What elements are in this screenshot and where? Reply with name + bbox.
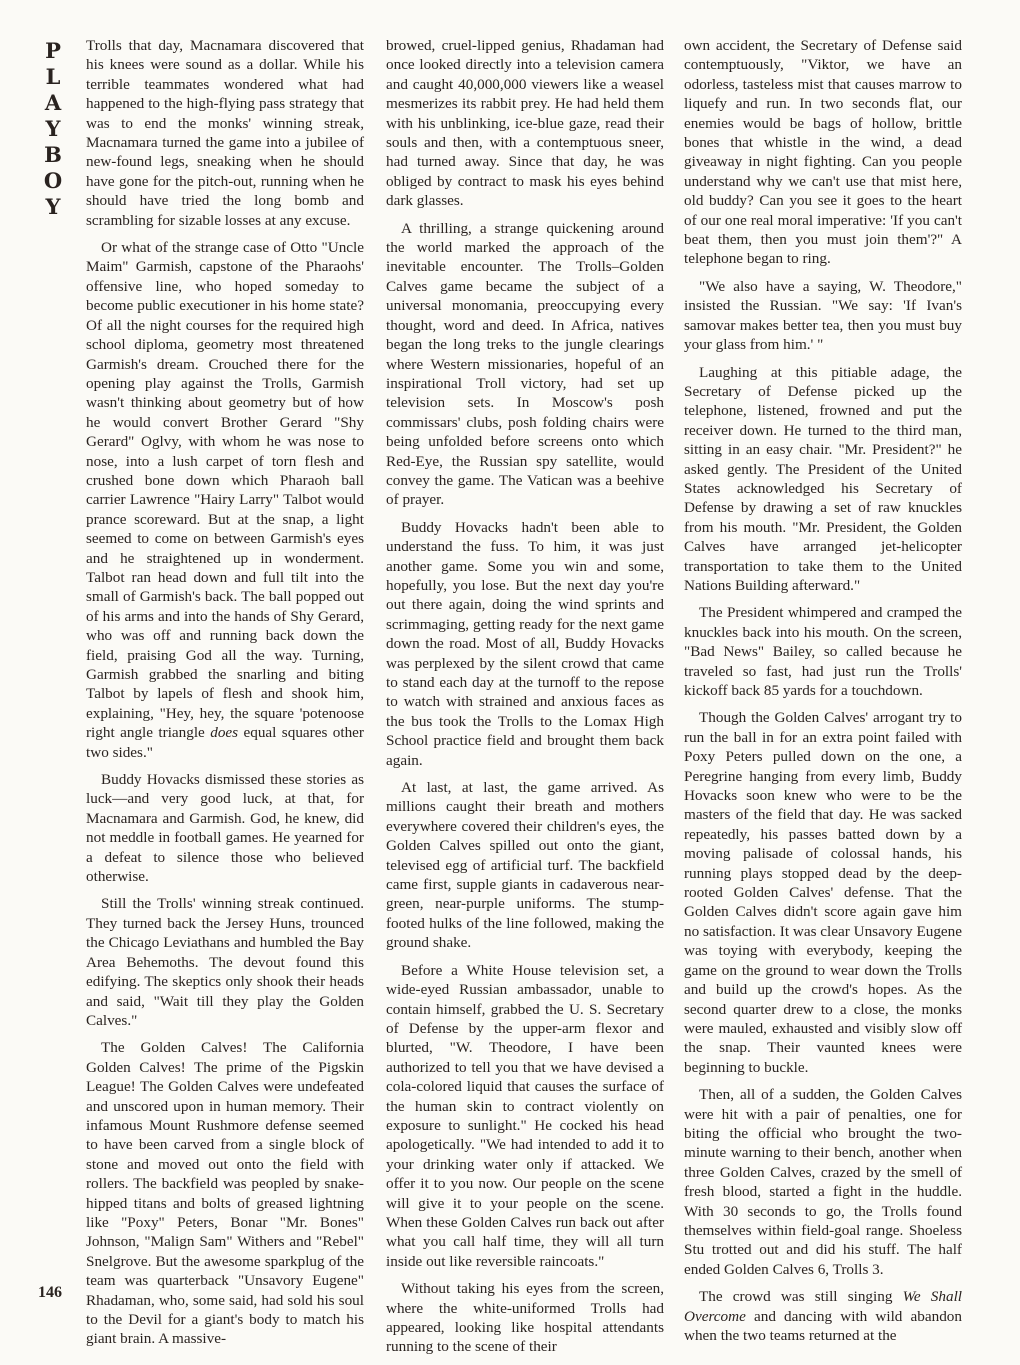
paragraph: The crowd was still singing We Shall Overcome and dancing with wild abandon when the two teams returned at the bbox=[684, 1288, 963, 1344]
magazine-letter: B bbox=[44, 142, 62, 167]
page-number: 146 bbox=[38, 1284, 62, 1301]
paragraph: "We also have a saying, W. Theodore," insisted the Russian. "We say: 'If Ivan's samovar makes better tea, then you must buy your glass from him.' " bbox=[684, 277, 962, 354]
italic-phrase: does bbox=[210, 724, 239, 742]
magazine-letter: Y bbox=[45, 194, 61, 219]
paragraph: Buddy Hovacks dismissed these stories as luck—and very good luck, at that, for Macnamara and Garmish. God, he knew, did not meddle in football games. He yearned for a defeat to silence those who believed otherwise. bbox=[86, 771, 364, 886]
paragraph: own accident, the Secretary of Defense said contemptuously, "Viktor, we have an odorless, tasteless mist that causes marrow to liquefy and run. In two seconds flat, our enemies would be bags of hollow, brittle bones that whistle in the wind, a dead giveaway in night fighting. Can you people understand why we can't use that mist here, old buddy? Can you see it goes to the heart of our one real moral imperative: 'If you can't beat them, then you must join them'?" A telephone began to ring. bbox=[684, 37, 962, 268]
paragraph: Then, all of a sudden, the Golden Calves were hit with a pair of penalties, one for biting the official who brought the two-minute warning to their bench, another when three Golden Calves, crazed by the smell of fresh blood, started a fight in the huddle. With 30 seconds to go, the Trolls found themselves within field-goal range. Shoeless Stu trotted out and did his stuff. The half ended Golden Calves 6, Trolls 3. bbox=[684, 1086, 962, 1278]
paragraph: Trolls that day, Macnamara discovered that his knees were sound as a dollar. While his terrible teammates wondered what had happened to the high-flying pass strategy that was to end the monks' winning streak, Macnamara turned the game into a jubilee of new-found legs, sneaking when he should have gone for the pitch-out, running when he should have tried the long bomb and scrambling for sizable losses at any excuse. bbox=[86, 37, 364, 229]
paragraph: browed, cruel-lipped genius, Rhadaman had once looked directly into a television camera and caught 40,000,000 viewers like a weasel mesmerizes its rabbit prey. He had held them with his unblinking, ice-blue gaze, read their souls and then, with a contemptuous sneer, had turned away. Since that day, he was obliged by contract to mask his eyes behind dark glasses. bbox=[386, 37, 664, 210]
text-column-2 bbox=[386, 36, 664, 1365]
magazine-letter: L bbox=[45, 64, 61, 89]
magazine-letter: O bbox=[43, 168, 63, 193]
paragraph: Still the Trolls' winning streak continued. They turned back the Jersey Huns, trounced the Chicago Leviathans and humbled the Bay Area Behemoths. The devout found this edifying. The skeptics only shook their heads and said, "Wait till they play the Golden Calves." bbox=[86, 895, 364, 1029]
paragraph: Buddy Hovacks hadn't been able to understand the fuss. To him, it was just another game. Some you win and some, hopefully, you lose. But the next day you're out there again, doing the wind sprints and scrimmaging, getting ready for the next game down the road. Most of all, Buddy Hovacks was perplexed by the silent crowd that came to stand each day at the turnoff to the repose to watch with strained and anxious faces as the bus took the Trolls to the Lomax High School practice field and brought them back again. bbox=[386, 518, 664, 769]
magazine-letter: A bbox=[44, 90, 62, 115]
paragraph: The President whimpered and cramped the knuckles back into his mouth. On the screen, "Bad News" Bailey, so called because he traveled so fast, had just run the Trolls' kickoff back 85 yards for a touchdown. bbox=[684, 604, 962, 699]
paragraph: Though the Golden Calves' arrogant try to run the ball in for an extra point failed with Poxy Peters pulled down on the one, a Peregrine hanging from every limb, Buddy Hovacks soon knew who were to be the masters of the field that day. He was sacked repeatedly, his passes batted down by a moving palisade of colossal hands, his running plays stopped dead by the deep-rooted Golden Calves' defense. That the Golden Calves didn't score again gave him no satisfaction. It was clear Unsavory Eugene was toying with everybody, keeping the game on the ground to wear down the Trolls and build up the crowd's hopes. As the second quarter drew to a close, the monks were mauled, exhausted and visibly slow off the snap. Their vaunted knees were beginning to buckle. bbox=[684, 709, 962, 1076]
paragraph: Without taking his eyes from the screen, where the white-uniformed Trolls had appeared, looking like hospital attendants running to the scene of their bbox=[386, 1280, 664, 1356]
text-column-3 bbox=[684, 36, 962, 1353]
italic-phrase: We Shall Overcome bbox=[684, 1288, 963, 1325]
magazine-letter: Y bbox=[45, 116, 61, 141]
paragraph: At last, at last, the game arrived. As millions caught their breath and mothers everywhere covered their children's eyes, the Golden Calves spilled out onto the giant, televised egg of artificial turf. The backfield came first, supple giants in cadaverous near-green, near-purple uniforms. The stump-footed hulks of the line followed, making the ground shake. bbox=[386, 779, 664, 952]
magazine-letter: P bbox=[45, 38, 61, 63]
magazine-name-vertical bbox=[36, 38, 70, 220]
paragraph: The Golden Calves! The California Golden Calves! The prime of the Pigskin League! The Golden Calves were undefeated and unscored upon in human memory. Their infamous Mount Rushmore defense seemed to have been carved from a single block of stone and moved out onto the field with rollers. The backfield was peopled by snake-hipped titans and bolts of greased lightning like "Poxy" Peters, Bonar "Mr. Bones" Johnson, "Malign Sam" Withers and "Rebel" Snelgrove. But the awesome sparkplug of the team was quarterback "Unsavory Eugene" Rhadaman, who, some said, had sold his soul to the Devil for a giant's body to match his giant brain. A massive- bbox=[86, 1039, 364, 1348]
paragraph: Laughing at this pitiable adage, the Secretary of Defense picked up the telephone, listened, frowned and put the receiver down. He turned to the third man, sitting in an easy chair. "Mr. President?" he asked gently. The President of the United States acknowledged his Secretary of Defense by drawing a set of raw knuckles from his mouth. "Mr. President, the Golden Calves have arranged jet-helicopter transportation to take them to the United Nations Building afterward." bbox=[684, 363, 962, 594]
paragraph: A thrilling, a strange quickening around the world marked the approach of the inevitable encounter. The Trolls–Golden Calves game became the subject of a universal monomania, preoccupying every thought, word and deed. In Africa, natives began the long treks to the jungle clearings where Western missionaries, hopeful of an inspirational Troll victory, had set up television sets. In Moscow's posh commissars' clubs, posh folding chairs were being unfolded before screens onto which Red-Eye, the Russian spy satellite, would convey the game. The Vatican was a beehive of prayer. bbox=[386, 219, 664, 509]
paragraph: Or what of the strange case of Otto "Uncle Maim" Garmish, capstone of the Pharaohs' offensive line, who hoped someday to become public executioner in his home state? Of all the night courses for the required high school diploma, geometry most threatened Garmish's dream. Crouched there for the opening play against the Trolls, Garmish wasn't thinking about geometry but of how he would convert Brother Gerard "Shy Gerard" Oglvy, with whom he was nose to nose, into a lush carpet of torn flesh and crushed bone down which Pharaoh ball carrier Lawrence "Hairy Larry" Talbot would prance scoreward. But at the snap, a light seemed to come on between Garmish's eyes and he straightened up in wonderment. Talbot ran head down and full tilt into the small of Garmish's back. The ball popped out of his arms and into the hands of Shy Gerard, who was off and running back down the field, praising God all the way. Turning, Garmish grabbed the snarling and biting Talbot by lapels of flesh and shook him, explaining, "Hey, hey, the square 'potenoose right angle triangle does equal squares other two sides." bbox=[86, 239, 364, 761]
text-column-1 bbox=[86, 36, 364, 1357]
paragraph: Before a White House television set, a wide-eyed Russian ambassador, unable to contain himself, grabbed the U. S. Secretary of Defense by the upper-arm flexor and blurted, "W. Theodore, I have been authorized to tell you that we have devised a cola-colored liquid that causes the surface of the human skin to contract violently on exposure to sunlight." He cocked his head apologetically. "We had intended to add it to your drinking water only if attacked. We offer it to you now. Our people on the scene will give it to your people on the scene. When these Golden Calves run back out after what you call half time, they will all turn inside out like reversible raincoats." bbox=[386, 961, 664, 1270]
